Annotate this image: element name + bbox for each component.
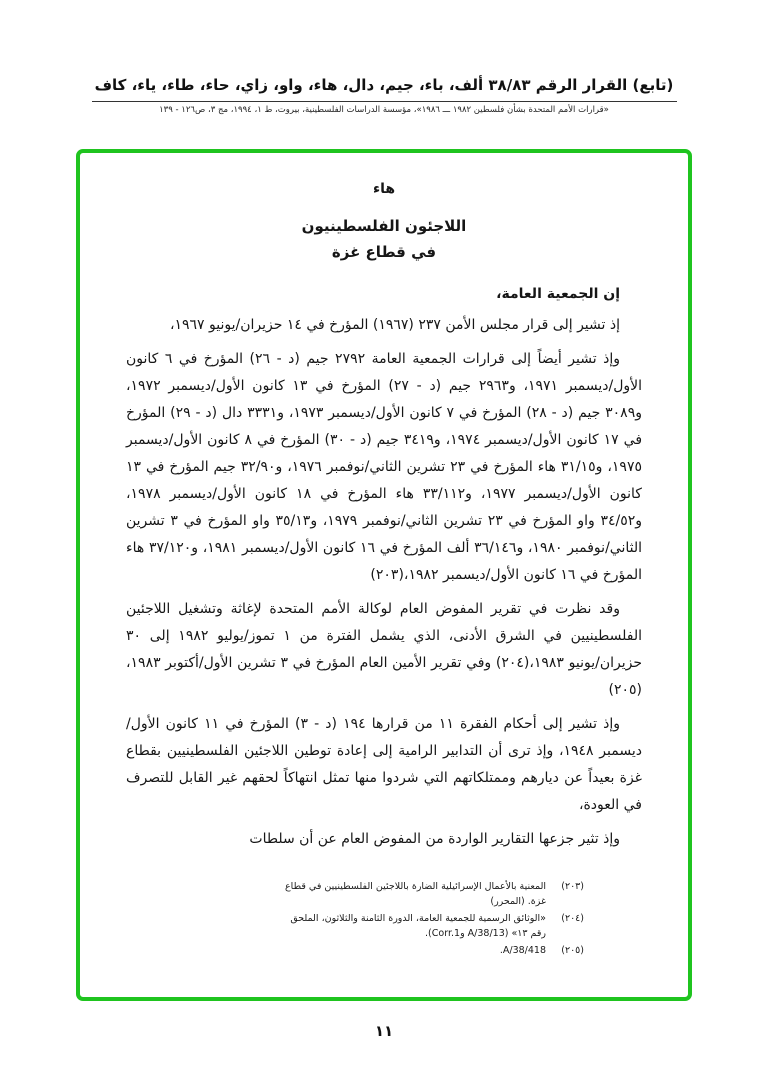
paragraph: إذ تشير إلى قرار مجلس الأمن ٢٣٧ (١٩٦٧) المؤرخ في ١٤ حزيران/يونيو ١٩٦٧،	[169, 317, 620, 333]
resolution-title: (تابع) القرار الرقم ٣٨/٨٣ ألف، باء، جيم، دال، هاء، واو، زاي، حاء، طاء، ياء، كاف	[94, 76, 674, 94]
footnote-marker: (٢٠٣)	[561, 881, 584, 892]
body-paragraphs	[126, 281, 642, 853]
paragraph: وإذ تشير أيضاً إلى قرارات الجمعية العامة ٢٧٩٢ جيم (د - ٢٦) المؤرخ في ٦ كانون الأول/ديسمبر ١٩٧١، و٢٩٦٣ جيم (د - ٢٧) المؤرخ في ١٣ كانون الأول/ديسمبر ١٩٧٢، و٣٠٨٩ جيم (د - ٢٨) المؤرخ في ٧ كانون الأول/ديسمبر ١٩٧٣، و٣٣٣١ دال (د - ٢٩) المؤرخ في ١٧ كانون الأول/ديسمبر ١٩٧٤، و٣٤١٩ جيم (د - ٣٠) المؤرخ في ٨ كانون الأول/ديسمبر ١٩٧٥، و٣١/١٥ هاء المؤرخ في ٢٣ تشرين الثاني/نوفمبر ١٩٧٦، و٣٢/٩٠ جيم المؤرخ في ١٣ كانون الأول/ديسمبر ١٩٧٧، و٣٣/١١٢ هاء المؤرخ في ١٨ كانون الأول/ديسمبر ١٩٧٨، و٣٤/٥٢ واو المؤرخ في ٢٣ تشرين الثاني/نوفمبر ١٩٧٩، و٣٥/١٣ واو المؤرخ في ٣ تشرين الثاني/نوفمبر ١٩٨٠، و٣٦/١٤٦ ألف المؤرخ في ١٦ كانون الأول/ديسمبر ١٩٨١، و٣٧/١٢٠ هاء المؤرخ في ١٦ كانون الأول/ديسمبر ١٩٨٢،(٢٠٣)	[126, 351, 643, 583]
footnotes	[284, 879, 584, 958]
header-divider	[92, 101, 677, 102]
paragraph: وقد نظرت في تقرير المفوض العام لوكالة الأمم المتحدة لإغاثة وتشغيل اللاجئين الفلسطينيين في الشرق الأدنى، الذي يشمل الفترة من ١ تموز/يوليو ١٩٨٢ إلى ٣٠ حزيران/يونيو ١٩٨٣،(٢٠٤) وفي تقرير الأمين العام المؤرخ في ٣ تشرين الأول/أكتوبر ١٩٨٣،(٢٠٥)	[126, 601, 642, 698]
page-number: ١١	[374, 1022, 394, 1040]
source-citation: «قرارات الأمم المتحدة بشأن فلسطين ١٩٨٢ ـــ ١٩٨٦»، مؤسسة الدراسات الفلسطينية، بيروت، ط ١، ١٩٩٤، مج ٣، ص١٢٦ - ١٣٩	[159, 105, 609, 115]
paragraph: إن الجمعية العامة،	[496, 286, 620, 302]
footnote	[284, 879, 584, 909]
document-title-line2: في قطاع غزة	[331, 243, 437, 261]
footnote	[284, 943, 584, 958]
paragraph: وإذ تشير إلى أحكام الفقرة ١١ من قرارها ١٩٤ (د - ٣) المؤرخ في ١١ كانون الأول/ديسمبر ١٩٤٨، وإذ ترى أن التدابير الرامية إلى إعادة توطين اللاجئين الفلسطينيين بقطاع غزة بعيداً عن ديارهم وممتلكاتهم التي شردوا منها تمثل انتهاكاً لحقهم غير القابل للتصرف في العودة،	[126, 716, 642, 813]
document-frame	[76, 149, 692, 1001]
section-letter: هاء	[372, 181, 396, 197]
paragraph: وإذ تثير جزعها التقارير الواردة من المفوض العام عن أن سلطات	[249, 831, 620, 847]
footnote-text: «الوثائق الرسمية للجمعية العامة، الدورة الثامنة والثلاثون، الملحق رقم ١٣» (A/38/13 وCorr.1).	[290, 913, 546, 939]
footnote-marker: (٢٠٤)	[561, 913, 584, 924]
document-body	[80, 153, 688, 958]
footnote-text: المعنية بالأعمال الإسرائيلية الضارة باللاجئين الفلسطينيين في قطاع غزة. (المحرر)	[285, 881, 546, 907]
footnote-marker: (٢٠٥)	[561, 945, 584, 956]
document-title-line1: اللاجئون الفلسطينيون	[301, 217, 467, 235]
footnote	[284, 911, 584, 941]
footnote-text: A/38/418.	[499, 945, 546, 956]
page-header	[0, 76, 768, 115]
